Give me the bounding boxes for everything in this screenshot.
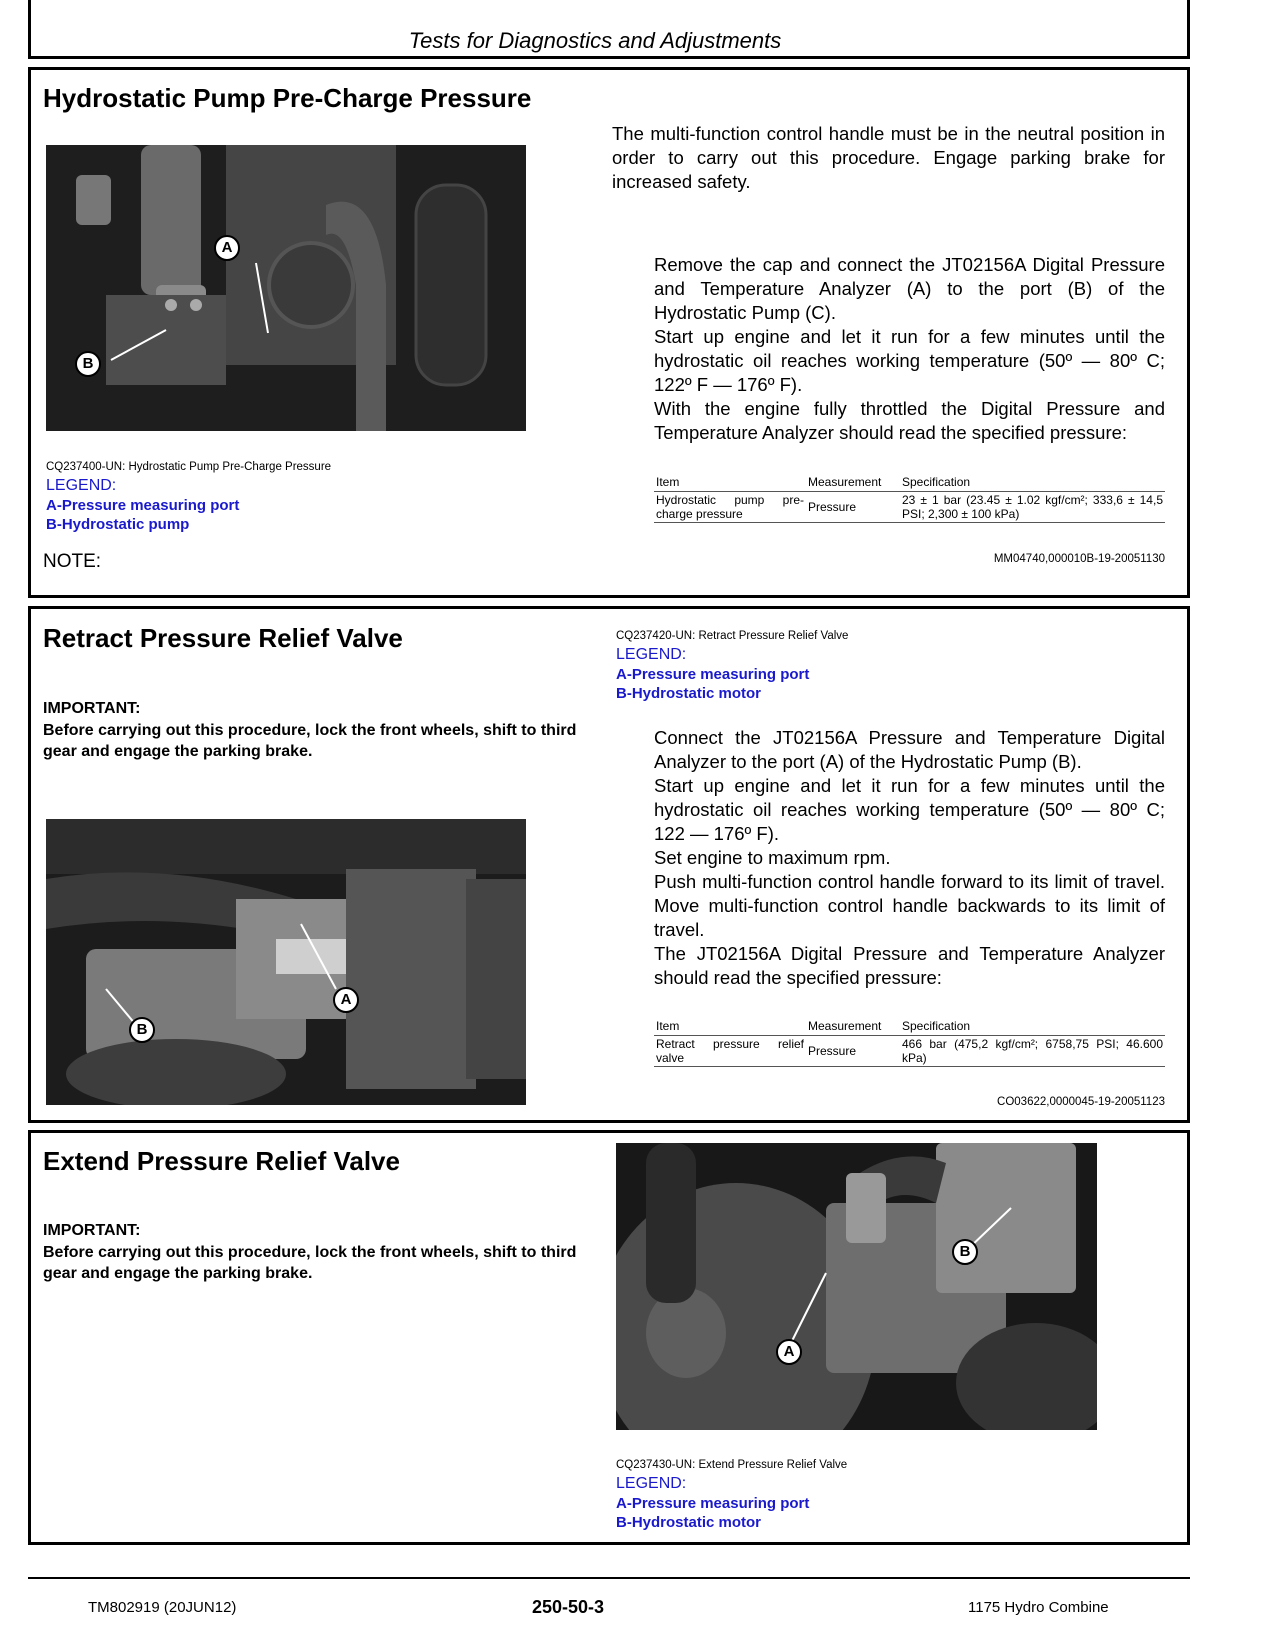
step-3: Set engine to maximum rpm. — [654, 847, 891, 868]
important-text: Before carrying out this procedure, lock the front wheels, shift to third gear and engage the parking brake. — [43, 722, 577, 760]
col-header-item: Item — [654, 1017, 806, 1036]
legend-item-b: B-Hydrostatic motor — [616, 1514, 762, 1531]
spec-table — [654, 473, 1165, 523]
col-header-measurement: Measurement — [806, 473, 900, 492]
callout-b: B — [952, 1239, 978, 1265]
col-header-specification: Specification — [900, 473, 1165, 492]
important-label: IMPORTANT: — [43, 1222, 141, 1239]
procedure-steps — [654, 726, 1165, 990]
cell-measurement: Pressure — [806, 1036, 900, 1067]
legend-item-a: A-Pressure measuring port — [46, 497, 240, 514]
callout-b: B — [75, 351, 101, 377]
photo-caption: CQ237430-UN: Extend Pressure Relief Valve — [616, 1459, 848, 1471]
legend-item-a: A-Pressure measuring port — [616, 666, 810, 683]
callout-a: A — [333, 987, 359, 1013]
callout-b: B — [129, 1017, 155, 1043]
cell-item: Hydrostatic pump pre-charge pressure — [656, 493, 804, 521]
col-header-measurement: Measurement — [806, 1017, 900, 1036]
photo-caption: CQ237400-UN: Hydrostatic Pump Pre-Charge Pressure — [46, 461, 332, 473]
step-4: Push multi-function control handle forward to its limit of travel. Move multi-function control handle backwards to its limit of travel. — [654, 871, 1165, 940]
reference-code: CO03622,0000045-19-20051123 — [997, 1096, 1165, 1108]
footer-rule — [28, 1577, 1190, 1579]
step-2: Start up engine and let it run for a few minutes until the hydrostatic oil reaches working temperature (50º — 80º C; 122º F — 176º F). — [654, 326, 1165, 395]
photo-hydrostatic-pump-illustration — [46, 145, 526, 431]
step-2: Start up engine and let it run for a few minutes until the hydrostatic oil reaches working temperature (50º — 80º C; 122 — 176º F). — [654, 775, 1165, 844]
cell-specification: 23 ± 1 bar (23.45 ± 1.02 kgf/cm²; 333,6 ± 14,5 PSI; 2,300 ± 100 kPa) — [902, 493, 1163, 521]
reference-code: MM04740,000010B-19-20051130 — [993, 553, 1165, 565]
legend-title: LEGEND: — [46, 477, 117, 494]
note-label: NOTE: — [43, 551, 102, 572]
important-label: IMPORTANT: — [43, 700, 141, 717]
footer-manual-id: TM802919 (20JUN12) — [88, 1599, 237, 1616]
footer-page-number: 250-50-3 — [532, 1597, 605, 1617]
photo-caption: CQ237420-UN: Retract Pressure Relief Valve — [616, 630, 849, 642]
photo-hydrostatic-motor-extend — [616, 1143, 1097, 1430]
section-title-extend: Extend Pressure Relief Valve — [43, 1146, 400, 1176]
step-1: Remove the cap and connect the JT02156A Digital Pressure and Temperature Analyzer (A) to the port (B) of the Hydrostatic Pump (C). — [654, 254, 1165, 323]
cell-measurement: Pressure — [806, 492, 900, 523]
callout-a: A — [214, 235, 240, 261]
photo-hydrostatic-motor-retract — [46, 819, 526, 1105]
intro-paragraph: The multi-function control handle must be in the neutral position in order to carry out this procedure. Engage parking brake for increased safety. — [612, 123, 1165, 192]
photo-hydrostatic-pump — [46, 145, 526, 431]
photo-hydrostatic-motor-retract-illustration — [46, 819, 526, 1105]
important-text: Before carrying out this procedure, lock the front wheels, shift to third gear and engage the parking brake. — [43, 1244, 577, 1282]
legend-item-a: A-Pressure measuring port — [616, 1495, 810, 1512]
section-title-pre-charge: Hydrostatic Pump Pre-Charge Pressure — [43, 83, 532, 113]
section-title-retract: Retract Pressure Relief Valve — [43, 623, 403, 653]
footer-product-name: 1175 Hydro Combine — [968, 1599, 1109, 1616]
spec-table — [654, 1017, 1165, 1067]
cell-specification: 466 bar (475,2 kgf/cm²; 6758,75 PSI; 46.600 kPa) — [902, 1037, 1163, 1065]
cell-item: Retract pressure relief valve — [656, 1037, 804, 1065]
legend-title: LEGEND: — [616, 1475, 687, 1492]
col-header-specification: Specification — [900, 1017, 1165, 1036]
legend-item-b: B-Hydrostatic pump — [46, 516, 190, 533]
photo-hydrostatic-motor-extend-illustration — [616, 1143, 1097, 1430]
procedure-steps — [654, 253, 1165, 445]
col-header-item: Item — [654, 473, 806, 492]
intro-text — [612, 122, 1165, 194]
step-1: Connect the JT02156A Pressure and Temperature Digital Analyzer to the port (A) of the Hydrostatic Pump (B). — [654, 727, 1165, 772]
callout-a: A — [776, 1339, 802, 1365]
header-title: Tests for Diagnostics and Adjustments — [408, 28, 782, 53]
step-5: The JT02156A Digital Pressure and Temperature Analyzer should read the specified pressure: — [654, 943, 1165, 988]
step-3: With the engine fully throttled the Digital Pressure and Temperature Analyzer should read the specified pressure: — [654, 398, 1165, 443]
legend-title: LEGEND: — [616, 646, 687, 663]
legend-item-b: B-Hydrostatic motor — [616, 685, 762, 702]
